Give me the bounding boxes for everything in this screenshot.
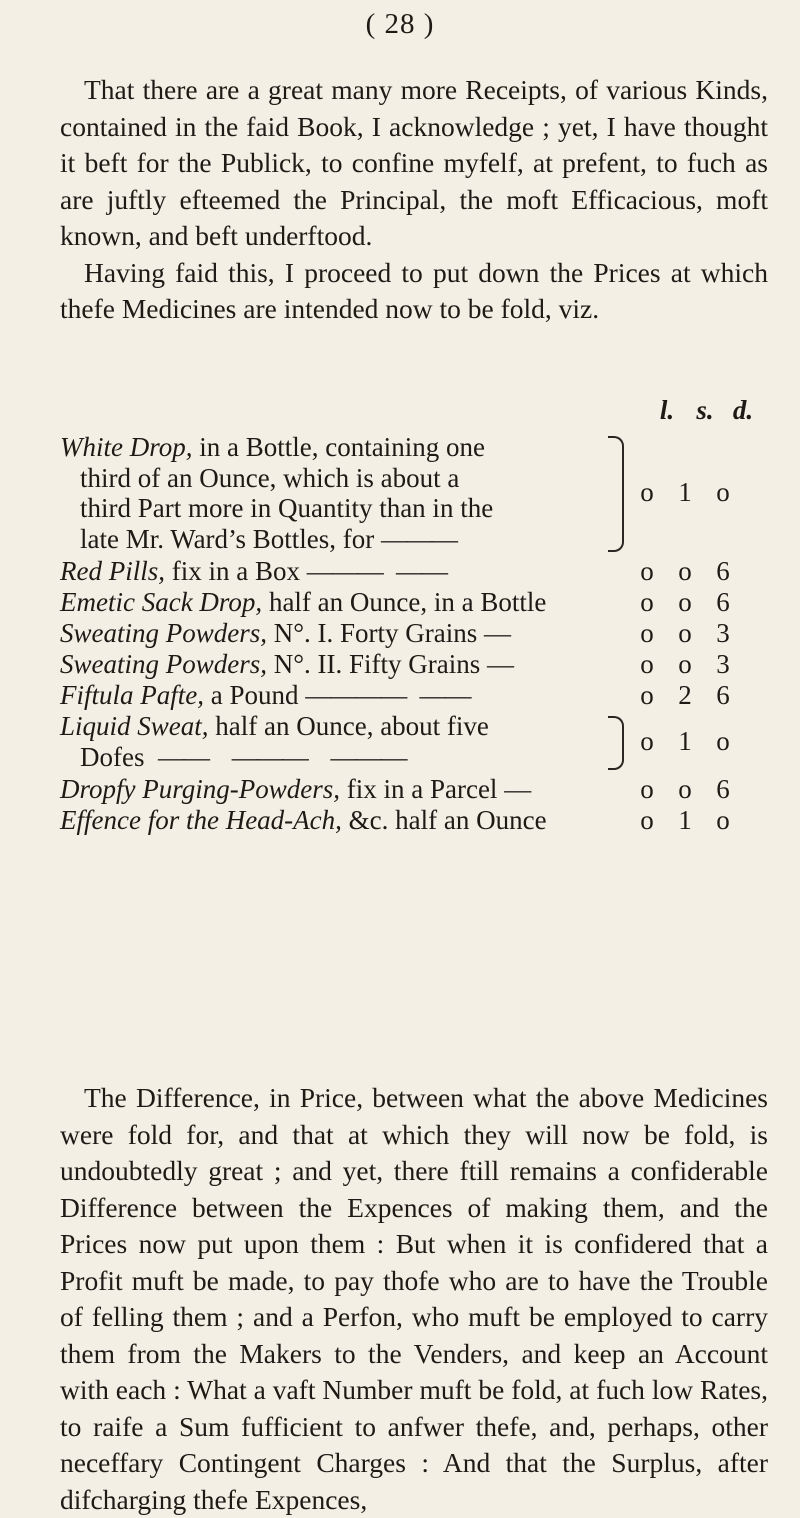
- item-detail: in a Bottle, containing one: [192, 432, 485, 462]
- item-amounts: [628, 805, 780, 836]
- amount-pence: 6: [716, 774, 730, 804]
- item-name: Sweating Powders,: [60, 649, 267, 679]
- currency-pounds: l.: [659, 395, 675, 425]
- amount-shillings: 1: [678, 805, 692, 835]
- item-name: Dropfy Purging-Powders,: [60, 774, 340, 804]
- amount-shillings: o: [678, 618, 692, 648]
- item-description: Sweating Powders, N°. II. Fifty Grains —: [60, 649, 513, 679]
- item-detail-line4: late Mr. Ward’s Bottles, for: [80, 523, 375, 554]
- amount-pounds: o: [640, 556, 654, 586]
- amount-pounds: o: [640, 649, 654, 679]
- amount-shillings: o: [678, 556, 692, 586]
- amount-pence: 3: [716, 649, 730, 679]
- amount-pounds: o: [640, 618, 654, 648]
- page-number: ( 28 ): [365, 8, 435, 40]
- amount-pounds: o: [640, 726, 654, 756]
- amount-shillings: 2: [678, 680, 692, 710]
- item-description: [60, 805, 547, 836]
- item-amounts: [628, 618, 780, 649]
- brace: [608, 436, 624, 552]
- brace: [608, 716, 624, 770]
- paragraph-receipts: That there are a great many more Receipts, of various Kinds, contained in the faid Book, I acknowledge ; yet, I have thought it beft for the Publick, to confine myfelf, at prefent, to fuch as are juftly efteemed the Principal, the moft Efficacious, moft known, and beft underftood.: [60, 74, 768, 251]
- item-description: Dropfy Purging-Powders, fix in a Parcel —: [60, 774, 530, 804]
- paragraph-price-difference: The Difference, in Price, between what the above Medicines were fold for, and that at which they will now be fold, is undoubtedly great ; and yet, there ftill remains a confiderable Difference between the Expences of making them, and the Prices now put upon them : But when it is confidered that a Profit muft be made, to pay thofe who are to have the Trouble of felling them ; and a Perfon, who muft be employed to carry them from the Makers to the Venders, and keep an Account with each : What a vaft Number muft be fold, at fuch low Rates, to raife a Sum fufficient to anfwer thefe, and, perhaps, other neceffary Contingent Charges : And that the Surplus, after difcharging thefe Expences,: [60, 1082, 768, 1515]
- item-description: White Drop, in a Bottle, containing one third of an Ounce, which is about a third Part more in Quantity than in the late Mr. Ward’s Bottles, for ———: [60, 432, 494, 554]
- item-amounts: [628, 587, 780, 618]
- item-detail: N°. I. Forty Grains: [267, 618, 478, 648]
- amount-pence: o: [716, 477, 730, 507]
- item-amounts: [628, 649, 780, 680]
- amount-pence: 6: [716, 680, 730, 710]
- item-name: Liquid Sweat,: [60, 711, 209, 741]
- amount-pounds: o: [640, 805, 654, 835]
- amount-shillings: o: [678, 649, 692, 679]
- amount-shillings: 1: [678, 477, 692, 507]
- item-description: Liquid Sweat, half an Ounce, about five Dofes —— ——— ———: [60, 711, 489, 772]
- item-name: White Drop,: [60, 432, 193, 462]
- paragraph-prices-intro: Having faid this, I proceed to put down the Prices at which thefe Medicines are intended now to be fold, viz.: [60, 256, 768, 324]
- item-detail: a Pound: [203, 680, 299, 710]
- item-detail-line2: Dofes: [80, 741, 145, 772]
- item-description: Sweating Powders, N°. I. Forty Grains —: [60, 618, 510, 648]
- currency-shillings: s.: [696, 395, 714, 425]
- item-detail: &c. half an Ounce: [341, 805, 547, 835]
- amount-pence: 6: [716, 556, 730, 586]
- amount-pounds: o: [640, 587, 654, 617]
- item-name: Effence for the Head-Ach,: [60, 805, 342, 835]
- amount-pounds: o: [640, 774, 654, 804]
- item-amounts: [628, 477, 780, 508]
- amount-shillings: o: [678, 587, 692, 617]
- amount-shillings: o: [678, 774, 692, 804]
- item-detail: fix in a Box: [164, 556, 300, 586]
- amount-pence: o: [716, 726, 730, 756]
- item-name: Red Pills,: [60, 556, 165, 586]
- item-name: Emetic Sack Drop,: [60, 587, 263, 617]
- item-description: Red Pills, fix in a Box ——— ——: [60, 556, 446, 586]
- item-description: Fiftula Pafte, a Pound ———— ——: [60, 680, 470, 710]
- item-amounts: [628, 556, 780, 587]
- amount-pence: 3: [716, 618, 730, 648]
- amount-pence: o: [716, 805, 730, 835]
- item-amounts: [628, 774, 780, 805]
- amount-pounds: o: [640, 477, 654, 507]
- amount-pence: 6: [716, 587, 730, 617]
- amount-pounds: o: [640, 680, 654, 710]
- item-description: [60, 587, 546, 618]
- item-detail-line2: third of an Ounce, which is about a: [80, 462, 460, 493]
- item-name: Sweating Powders,: [60, 618, 267, 648]
- item-detail: half an Ounce, about five: [208, 711, 489, 741]
- item-detail: half an Ounce, in a Bottle: [262, 587, 547, 617]
- item-detail-line3: third Part more in Quantity than in the: [80, 493, 494, 523]
- conclusion-section: [60, 1080, 768, 1518]
- currency-header: [648, 395, 778, 426]
- item-detail: fix in a Parcel: [339, 774, 498, 804]
- item-amounts: [628, 726, 780, 757]
- item-name: Fiftula Pafte,: [60, 680, 204, 710]
- intro-section: [60, 72, 768, 328]
- item-detail: N°. II. Fifty Grains: [267, 649, 481, 679]
- item-amounts: [628, 680, 780, 711]
- amount-shillings: 1: [678, 726, 692, 756]
- currency-pence: d.: [732, 395, 754, 425]
